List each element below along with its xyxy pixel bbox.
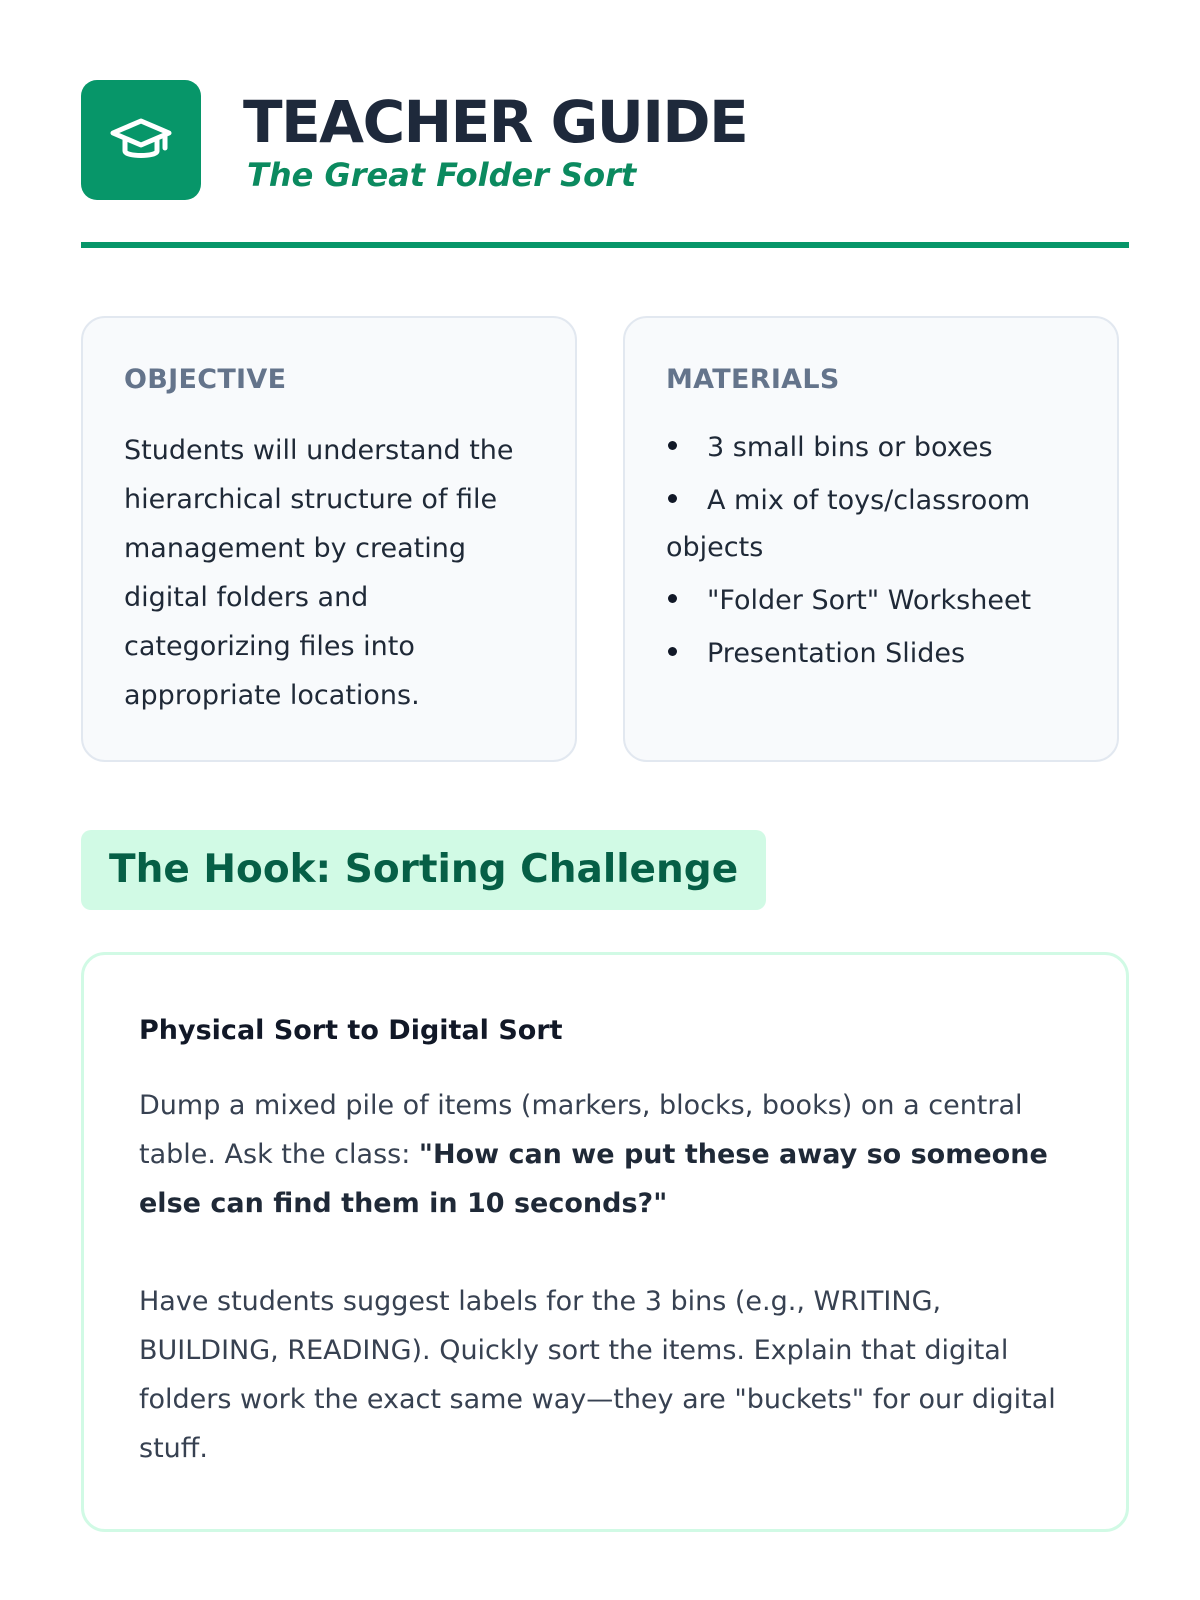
section-heading: The Hook: Sorting Challenge [81,830,766,910]
objective-text: Students will understand the hierarchical structure of file management by creating digital folders and categorizing files into appropriate locations. [124,435,514,711]
graduation-cap-icon [109,108,173,172]
list-item [666,424,1077,471]
hook-card [81,952,1129,1532]
list-item [666,477,1077,571]
bullet-icon [668,594,677,603]
bullet-icon [668,441,677,450]
materials-label: MATERIALS [666,364,840,395]
title-block [243,85,747,195]
materials-card [623,316,1119,762]
list-item [666,630,1077,677]
hook-paragraph-1 [139,1081,1071,1228]
page-title: TEACHER GUIDE [243,88,748,156]
hook-question: "How can we put these away so someone else can find them in 10 seconds?" [139,1139,1048,1219]
page-subtitle: The Great Folder Sort [247,156,637,194]
material-text: Presentation Slides [707,638,966,669]
objective-label: OBJECTIVE [124,364,287,395]
bullet-icon [668,647,677,656]
hook-paragraph-2: Have students suggest labels for the 3 bins (e.g., WRITING, BUILDING, READING). Quickly sort the items. Explain that digital folders work the exact same way—they are "buckets" for our digital stuff. [139,1286,1056,1464]
objective-card [81,316,577,762]
materials-list [666,424,1077,677]
material-text: A mix of toys/classroom objects [666,485,1031,563]
list-item [666,577,1077,624]
hook-intro-text: Dump a mixed pile of items (markers, blocks, books) on a central table. Ask the class: [139,1090,1023,1170]
logo-badge [81,80,201,200]
material-text: "Folder Sort" Worksheet [707,585,1032,616]
info-cards [81,316,1119,762]
hook-card-title: Physical Sort to Digital Sort [139,1015,563,1046]
page-header [81,80,1119,200]
bullet-icon [668,494,677,503]
header-divider [81,242,1129,248]
material-text: 3 small bins or boxes [707,432,993,463]
